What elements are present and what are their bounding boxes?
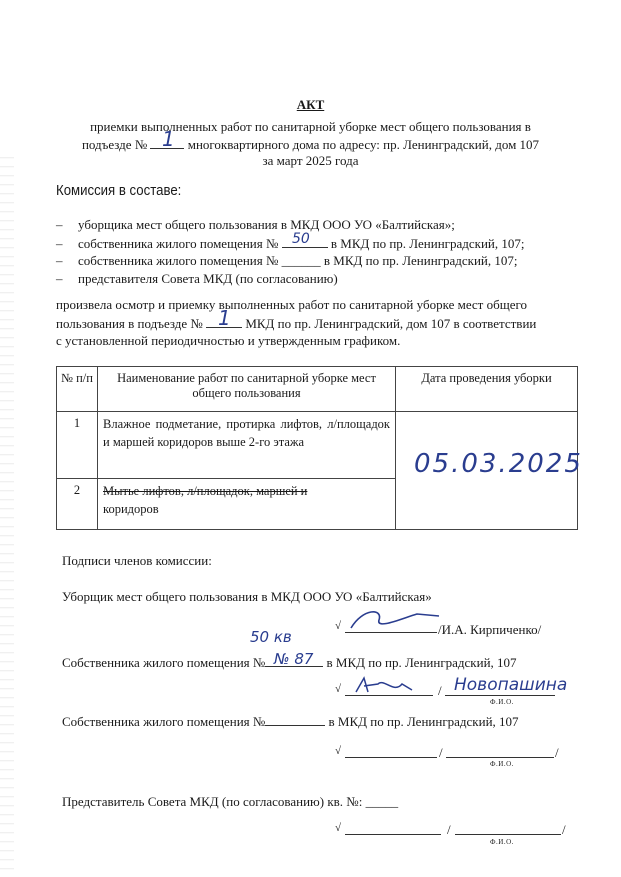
signatures-label: Подписи членов комиссии: [62, 553, 212, 568]
row-work-name [98, 479, 396, 530]
entrance-number-blank-2 [206, 306, 242, 330]
owner-2-label [62, 713, 519, 730]
paragraph-line-2 [56, 306, 537, 332]
dash-marker: – [56, 236, 63, 251]
dash-marker: – [56, 271, 63, 286]
commission-item-text: в МКД по пр. Ленинградский, 107; [330, 236, 525, 251]
subtitle-prefix: подъезде № [81, 137, 148, 152]
cleaner-label: Уборщик мест общего пользования в МКД ООО УО «Балтийская» [62, 589, 432, 604]
header-number: № п/п [57, 367, 98, 412]
document-title: АКТ [296, 97, 325, 112]
commission-label: Комиссия в составе: [56, 182, 182, 199]
owner-number-blank [265, 654, 323, 667]
slash: / [439, 745, 443, 760]
owner-label-prefix: Собственника жилого помещения № [62, 655, 266, 670]
dash-marker: – [56, 217, 63, 232]
svg-text:1: 1 [218, 306, 231, 330]
fio-caption: Ф.И.О. [490, 838, 514, 846]
check-mark: √ [335, 620, 342, 632]
commission-item-text: собственника жилого помещения № [78, 253, 279, 268]
document-title-line [0, 97, 621, 113]
svg-text:50 кв: 50 кв [250, 628, 292, 646]
handwritten-entrance-number-2 [212, 307, 246, 329]
cleaner-name: /И.А. Кирпиченко/ [438, 622, 542, 637]
paragraph-line-1: произвела осмотр и приемку выполненных работ по санитарной уборке мест общего [56, 297, 528, 312]
fio-caption: Ф.И.О. [490, 698, 514, 706]
handwritten-date [410, 438, 606, 488]
subtitle-line-1: приемки выполненных работ по санитарной уборке мест общего пользования в [90, 119, 531, 134]
check-mark: √ [335, 745, 342, 757]
owner-1-signature [350, 674, 440, 700]
header-work-name: Наименование работ по санитарной уборке мест общего пользования [98, 367, 396, 412]
work-name-rest: коридоров [103, 502, 159, 516]
period-line: за март 2025 года [262, 153, 359, 168]
owner-1-name-handwritten [448, 668, 618, 698]
fio-line [446, 757, 554, 758]
slash: / [447, 822, 451, 837]
signature-line [345, 834, 441, 835]
table-header-row [57, 367, 578, 412]
fio-caption: Ф.И.О. [490, 760, 514, 768]
svg-text:№ 87: № 87 [274, 650, 314, 668]
handwritten-entrance-number [156, 128, 186, 150]
slash: / [438, 683, 442, 698]
svg-text:05.03.2025: 05.03.2025 [414, 449, 583, 479]
owner-label-prefix: Собственника жилого помещения № [62, 714, 266, 729]
commission-item-owner-1 [56, 231, 525, 252]
owner-label-suffix: в МКД по пр. Ленинградский, 107 [328, 714, 519, 729]
blank-underscores: ______ [281, 253, 321, 268]
subtitle-line-2 [0, 127, 621, 153]
commission-item-text: собственника жилого помещения № [78, 236, 279, 251]
check-mark: √ [335, 822, 342, 834]
commission-item-owner-2 [56, 253, 518, 269]
paragraph-prefix: пользования в подъезде № [56, 316, 203, 331]
slash: / [555, 745, 559, 760]
handwritten-apartment-number [286, 228, 330, 248]
subtitle-suffix: многоквартирного дома по адресу: пр. Ленинградский, дом 107 [187, 137, 540, 152]
signature-line [345, 757, 437, 758]
paragraph-suffix: МКД по пр. Ленинградский, дом 107 в соответствии [245, 316, 537, 331]
fio-line [455, 834, 561, 835]
paragraph-line-3: с установленной периодичностью и утвержденным графиком. [56, 333, 401, 348]
owner-label-suffix: в МКД по пр. Ленинградский, 107 [326, 655, 517, 670]
table-row [57, 412, 578, 479]
svg-text:50: 50 [291, 231, 310, 247]
cleaner-signature [343, 606, 443, 636]
commission-item-representative [56, 271, 338, 287]
works-table [56, 366, 583, 530]
commission-item-text: представителя Совета МКД (по согласованию) [78, 271, 338, 286]
commission-item-cleaner [56, 217, 455, 233]
row-work-name: Влажное подметание, протирка лифтов, л/площадок и маршей коридоров выше 2-го этажа [98, 412, 396, 479]
date-cell [396, 412, 583, 530]
entrance-number-blank [150, 127, 184, 151]
row-number: 2 [57, 479, 98, 530]
svg-text:Новопашина: Новопашина [454, 675, 568, 695]
check-mark: √ [335, 683, 342, 695]
owner-number-blank [265, 713, 325, 726]
svg-text:1: 1 [162, 127, 176, 151]
slash: / [562, 822, 566, 837]
commission-item-text: в МКД по пр. Ленинградский, 107; [323, 253, 518, 268]
commission-item-text: уборщика мест общего пользования в МКД ООО УО «Балтийская»; [78, 217, 455, 232]
struck-text: Мытье лифтов, л/площадок, маршей и [103, 484, 308, 498]
representative-label: Представитель Совета МКД (по согласованию) кв. №: _____ [62, 794, 399, 809]
dash-marker: – [56, 253, 63, 268]
row-number: 1 [57, 412, 98, 479]
header-date: Дата проведения уборки [396, 367, 578, 412]
scan-edge-artifact [0, 150, 14, 877]
apartment-number-blank [282, 231, 328, 248]
